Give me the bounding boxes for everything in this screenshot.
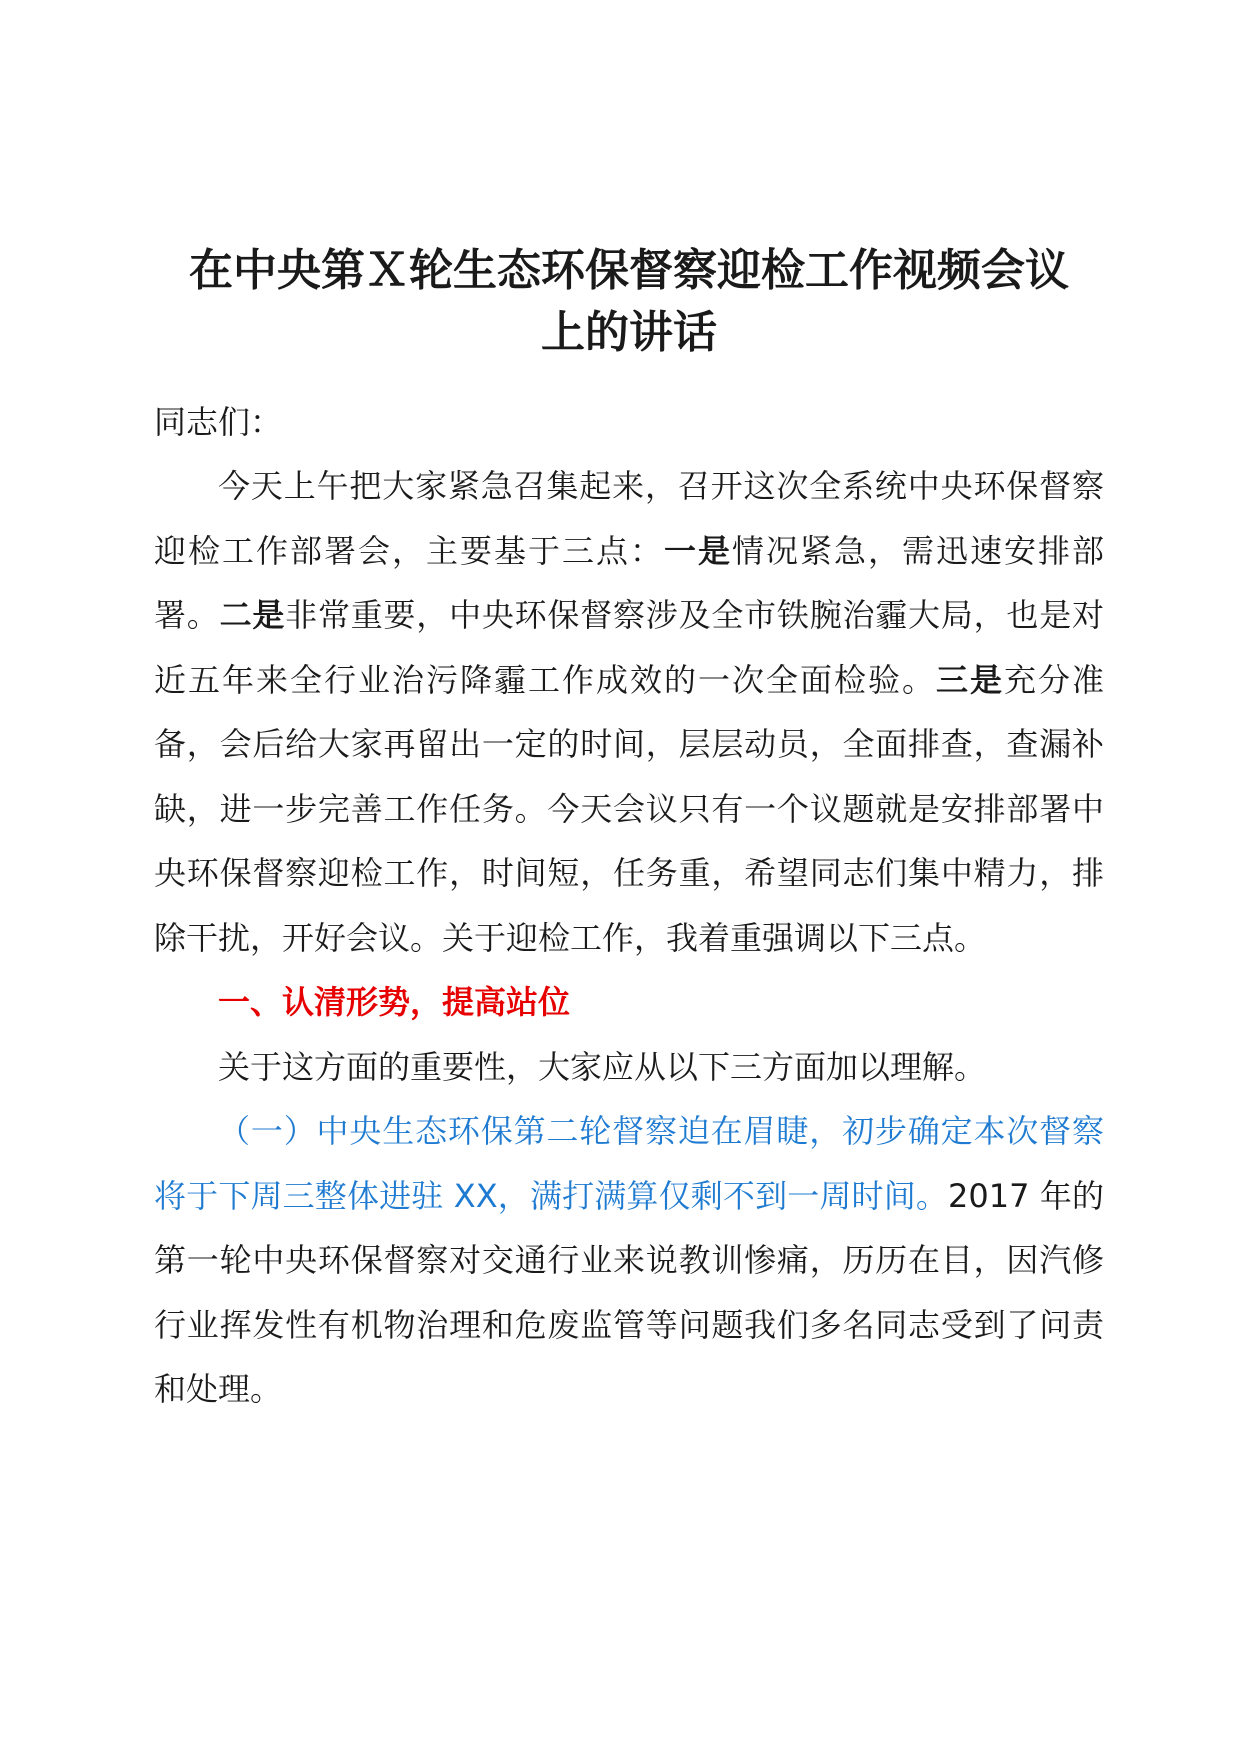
intro-paragraph: [154, 454, 1104, 970]
intro-text-2: 情况紧急，需迅速安排部署。: [154, 531, 1104, 634]
subsection-heading-1: （一）中央生态环保第二轮督察迫在眉睫，初步确定本次督察将于下周三整体进驻 XX，满打满算仅剩不到一周时间。: [154, 1112, 1104, 1215]
document-title: [154, 240, 1104, 364]
section-heading-1: 一、认清形势，提高站位: [218, 983, 571, 1021]
intro-text-4: 充分准备，会后给大家再留出一定的时间，层层动员，全面排查，查漏补缺，进一步完善工作任务。今天会议只有一个议题就是安排部署中央环保督察迎检工作，时间短，任务重，希望同志们集中精力，排除干扰，开好会议。关于迎检工作，我着重强调以下三点。: [154, 660, 1104, 957]
intro-text-1: 今天上午把大家紧急召集起来，召开这次全系统中央环保督察迎检工作部署会，主要基于三点：: [154, 467, 1104, 570]
title-line-2: 上的讲话: [541, 307, 717, 358]
title-line-1: 在中央第Ｘ轮生态环保督察迎检工作视频会议: [189, 245, 1069, 296]
salutation: 同志们：: [154, 403, 283, 441]
intro-text-3: 非常重要，中央环保督察涉及全市铁腕治霾大局，也是对近五年来全行业治污降霾工作成效的一次全面检验。: [154, 596, 1104, 699]
point-three-label: 三是: [935, 660, 1004, 699]
point-two-label: 二是: [219, 596, 286, 634]
document-page: [154, 240, 1104, 1422]
section-1-lead: 关于这方面的重要性，大家应从以下三方面加以理解。: [218, 1047, 987, 1086]
subsection-body-1: 2017 年的第一轮中央环保督察对交通行业来说教训惨痛，历历在目，因汽修行业挥发性有机物治理和危废监管等问题我们多名同志受到了问责和处理。: [154, 1176, 1104, 1408]
point-one-label: 一是: [663, 531, 732, 570]
section-1-subsection-1: [154, 1099, 1104, 1422]
